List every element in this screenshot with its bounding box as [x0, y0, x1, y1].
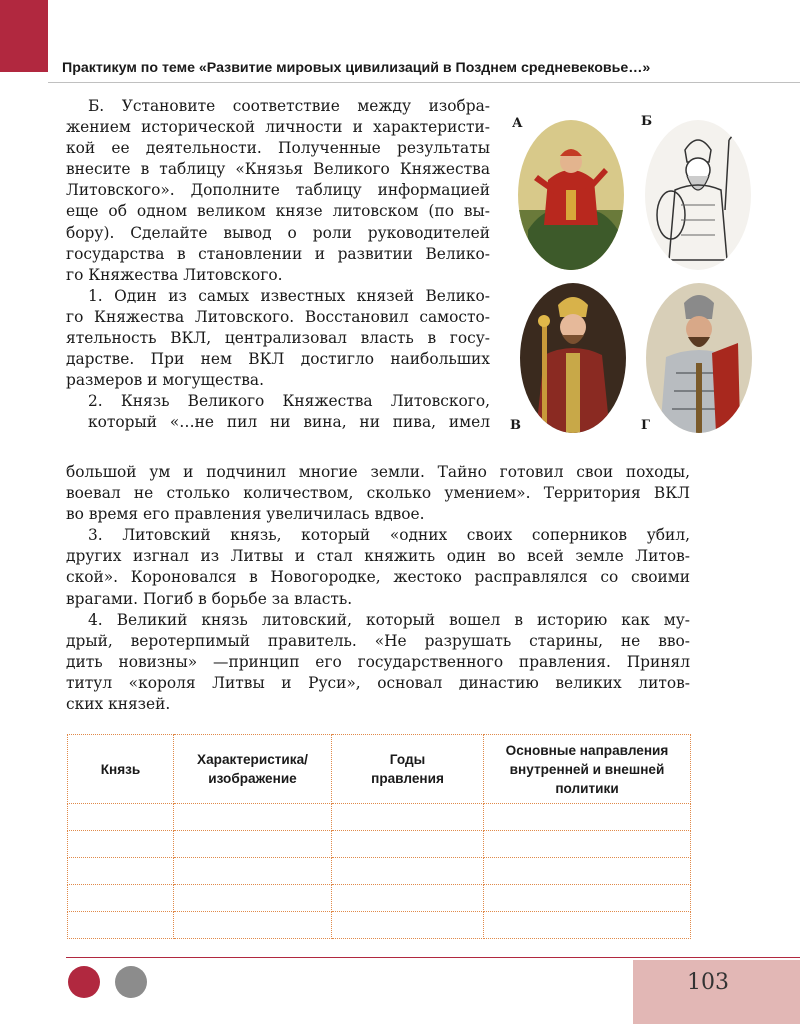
task-text-narrow	[66, 96, 490, 434]
text-line: го Княжества Литовского. Восстановил самосто-	[66, 307, 490, 326]
task-text-wide	[66, 462, 690, 715]
table-row	[68, 858, 691, 885]
text-line: еще об одном великом князе литовском (по вы-	[66, 202, 490, 221]
table-cell[interactable]	[174, 912, 332, 939]
figure-label-b: Б	[641, 114, 653, 129]
table-cell[interactable]	[484, 831, 691, 858]
table-cell[interactable]	[484, 912, 691, 939]
table-cell[interactable]	[332, 885, 484, 912]
page-number: 103	[687, 970, 729, 995]
text-line: дарстве. При нем ВКЛ достигло наибольших	[66, 350, 490, 369]
portrait-b-image	[645, 120, 751, 270]
table-cell[interactable]	[484, 858, 691, 885]
text-line: который «…не пил ни вина, ни пива, имел	[88, 413, 490, 432]
table-cell[interactable]	[484, 804, 691, 831]
table-row	[68, 885, 691, 912]
header-line: Князь	[100, 761, 141, 777]
table-row	[68, 912, 691, 939]
table-cell[interactable]	[68, 831, 174, 858]
text-line: государства в становлении и развитии Велико-	[66, 244, 490, 263]
text-line: большой ум и подчинил многие земли. Тайно готовил свои походы,	[66, 463, 690, 481]
table-row	[68, 804, 691, 831]
table-cell[interactable]	[68, 885, 174, 912]
footer-divider	[66, 957, 800, 958]
table-cell[interactable]	[68, 804, 174, 831]
table-cell[interactable]	[174, 831, 332, 858]
corner-accent	[0, 0, 48, 72]
princes-table	[67, 734, 691, 939]
header-line: внутренней и внешней	[509, 761, 665, 777]
text-line: врагами. Погиб в борьбе за власть.	[66, 589, 353, 608]
table-cell[interactable]	[332, 912, 484, 939]
text-line: 1. Один из самых известных князей Велико-	[88, 286, 490, 305]
header-line: Годы	[389, 752, 426, 767]
text-line: 2. Князь Великого Княжества Литовского,	[88, 392, 490, 411]
col-header-characteristic	[174, 735, 332, 804]
text-line: ских князей.	[66, 695, 171, 714]
text-line: жением исторической личности и характеристи-	[66, 118, 490, 137]
footer-dot-grey	[115, 966, 147, 998]
text-line: дить новизны» —принцип его государственного правления. Принял	[66, 652, 690, 671]
page-header-title: Практикум по теме «Развитие мировых цивилизаций в Позднем средневековье…»	[62, 60, 651, 76]
text-line: во время его правления увеличилась вдвое.	[66, 505, 425, 524]
text-line: Б. Установите соответствие между изобра-	[88, 97, 490, 115]
portrait-a-image	[518, 120, 624, 270]
table-row	[68, 831, 691, 858]
text-line: Литовского». Дополните таблицу информацией	[66, 181, 490, 200]
table-cell[interactable]	[174, 804, 332, 831]
text-line: внесите в таблицу «Князья Великого Княжества	[66, 160, 490, 179]
footer-dot-red	[68, 966, 100, 998]
text-line: размеров и могущества.	[66, 371, 264, 390]
text-line: кой ее деятельности. Полученные результаты	[66, 139, 490, 158]
table-cell[interactable]	[174, 885, 332, 912]
text-line: дрый, веротерпимый правитель. «Не разрушать старины, не вво-	[66, 631, 690, 650]
text-line: титул «короля Литвы и Руси», основал династию великих литов-	[66, 673, 690, 692]
text-line: бору). Сделайте вывод о роли руководителей	[66, 223, 490, 242]
table-cell[interactable]	[332, 858, 484, 885]
text-line: других изгнал из Литвы и стал княжить один во всей земле Литов-	[66, 547, 690, 566]
portrait-g-image	[646, 283, 752, 433]
header-line: Характеристика/	[197, 752, 308, 767]
table-header-row	[68, 735, 691, 804]
text-line: ской». Короновался в Новогородке, жестоко расправлялся со своими	[66, 568, 690, 587]
header-line: Основные направления	[505, 742, 669, 758]
table-cell[interactable]	[332, 804, 484, 831]
header-line: правления	[371, 771, 444, 786]
figure-label-v: В	[510, 418, 521, 433]
portrait-v-image	[520, 283, 626, 433]
header-line: изображение	[208, 771, 297, 786]
text-line: ятельность ВКЛ, централизовал власть в госу-	[66, 329, 490, 348]
table-cell[interactable]	[174, 858, 332, 885]
text-line: 3. Литовский князь, который «одних своих соперников убил,	[88, 526, 690, 545]
figure-label-a: А	[512, 116, 523, 131]
text-line: воевал не столько количеством, сколько умением». Территория ВКЛ	[66, 484, 690, 503]
header-divider	[48, 82, 800, 83]
table-cell[interactable]	[332, 831, 484, 858]
text-line: 4. Великий князь литовский, который вошел в историю как му-	[88, 610, 690, 629]
text-line: го Княжества Литовского.	[66, 265, 283, 284]
table-cell[interactable]	[484, 885, 691, 912]
table-cell[interactable]	[68, 858, 174, 885]
table-cell[interactable]	[68, 912, 174, 939]
col-header-years	[332, 735, 484, 804]
header-line: политики	[555, 780, 619, 796]
col-header-policy	[484, 735, 691, 804]
col-header-prince	[68, 735, 174, 804]
page-number-box	[633, 960, 800, 1024]
figure-label-g: Г	[641, 418, 650, 433]
